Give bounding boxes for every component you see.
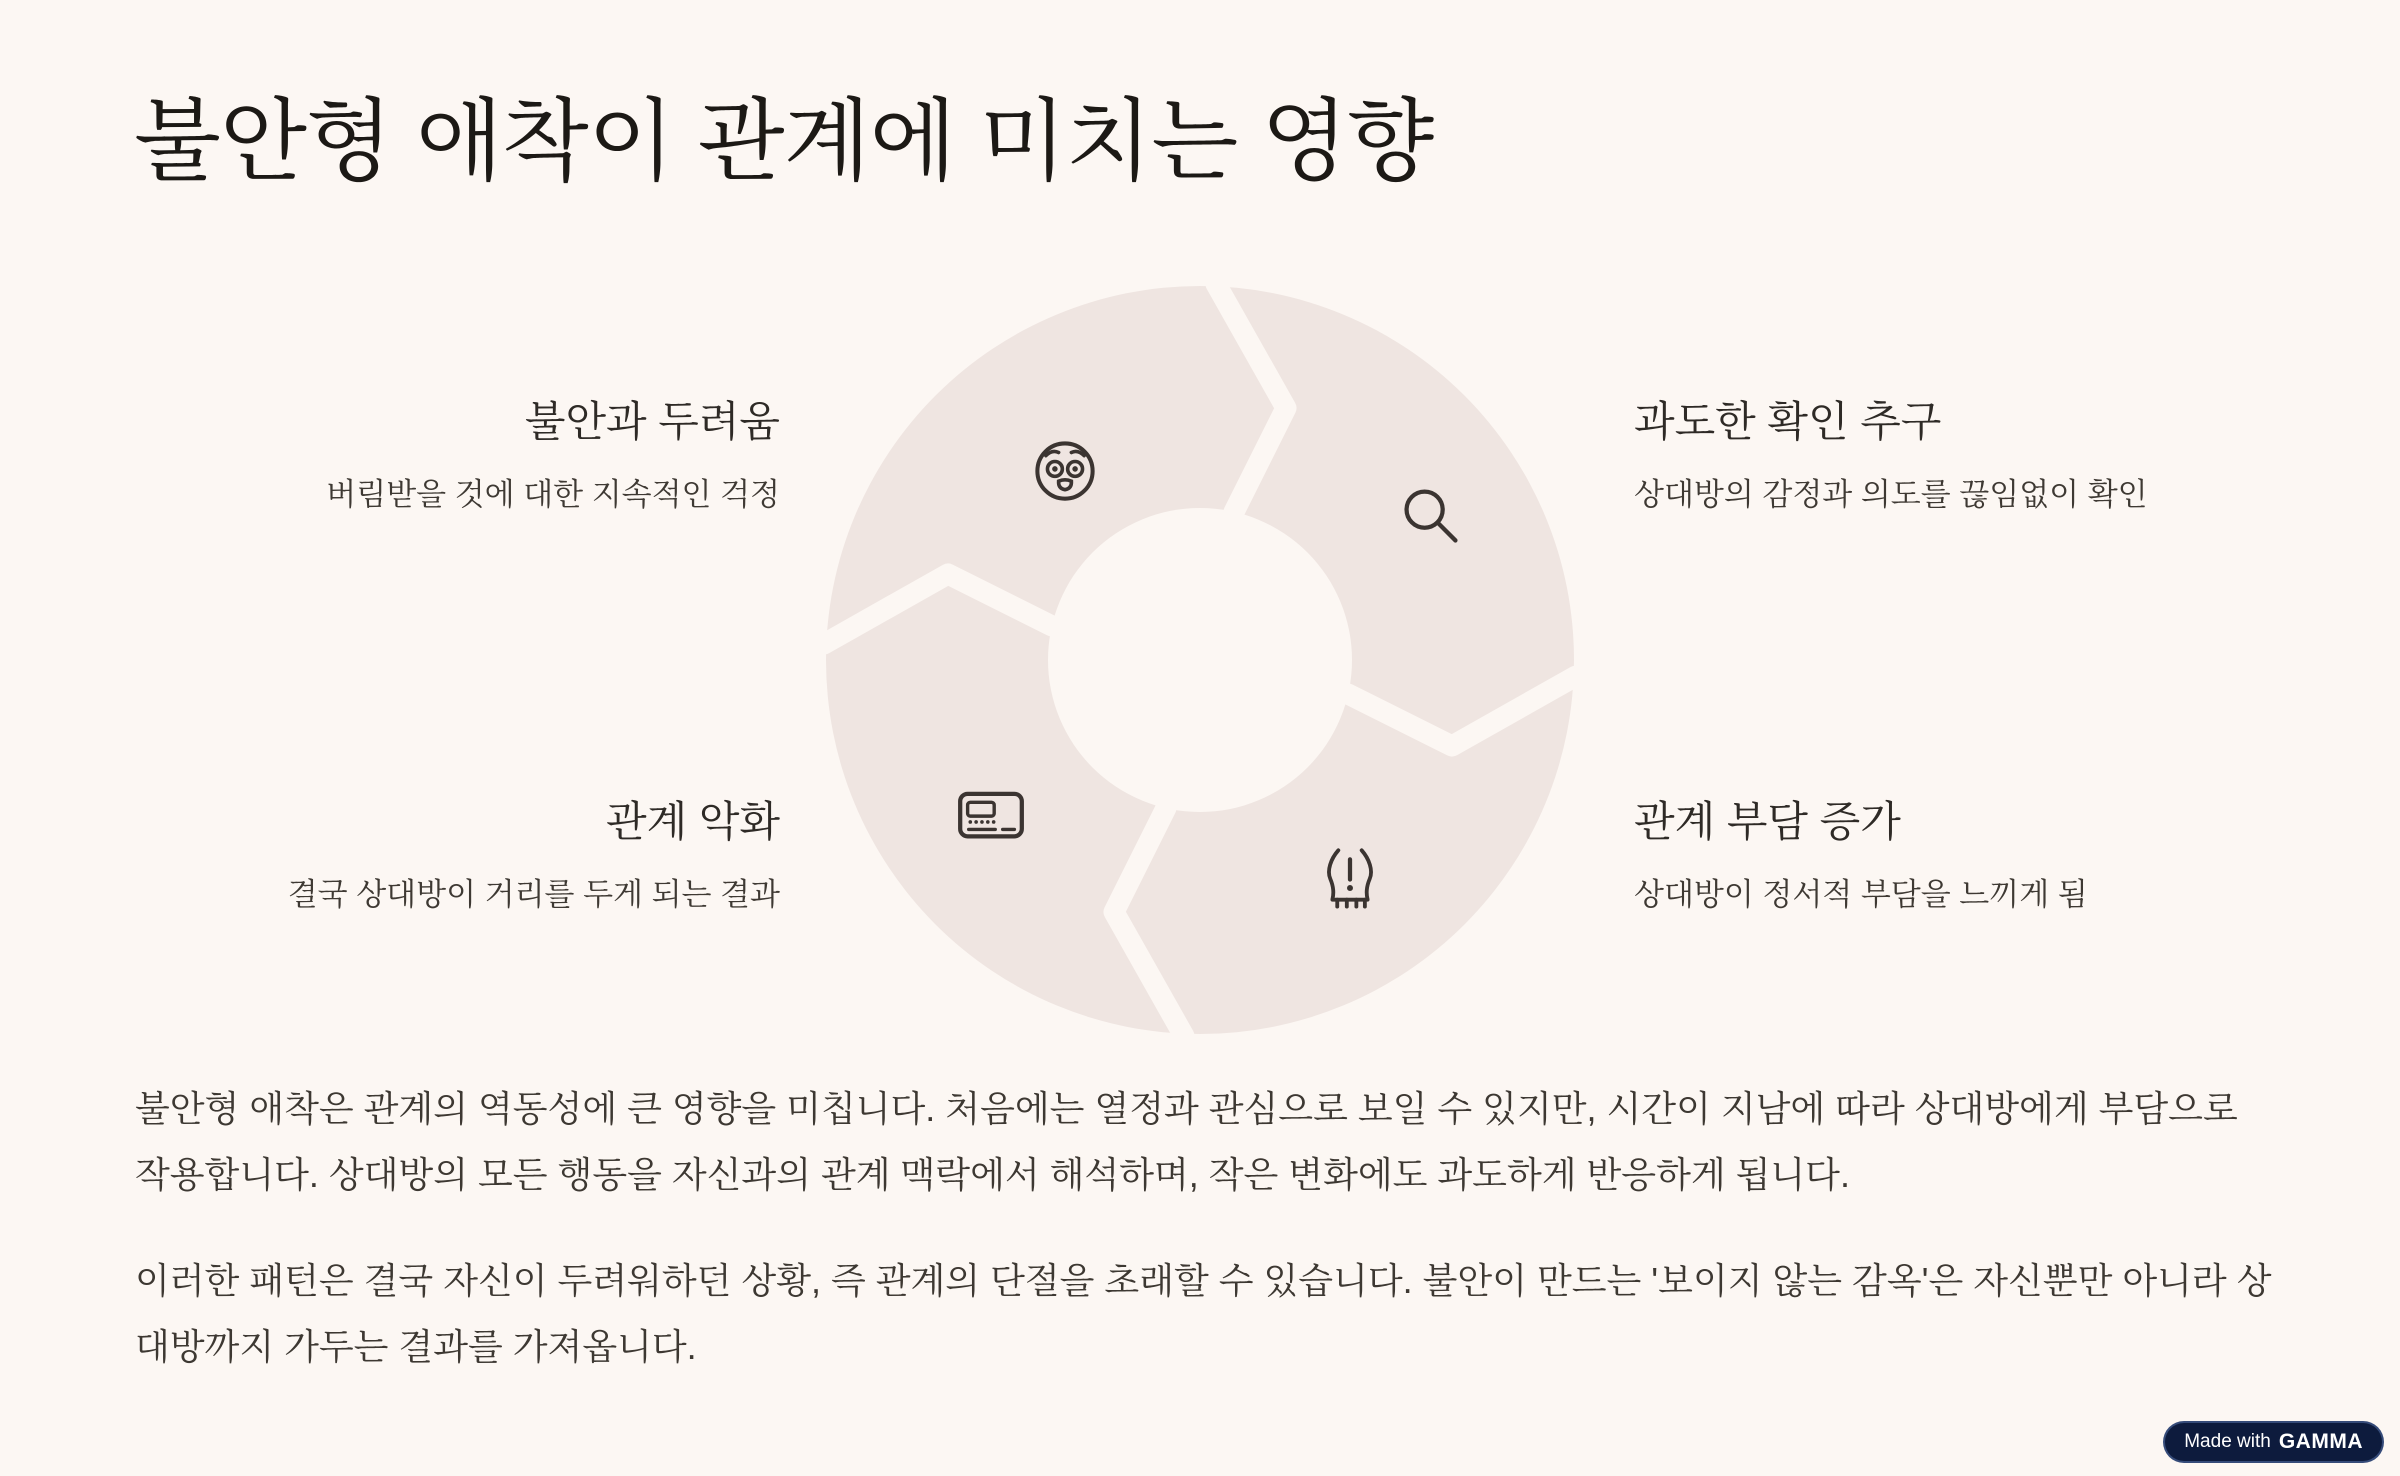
page-title: 불안형 애착이 관계에 미치는 영향	[134, 92, 1434, 192]
cycle-item-heading: 관계 악화	[606, 798, 780, 845]
cycle-ring	[822, 282, 1578, 1038]
badge-prefix-label: Made with	[2184, 1431, 2271, 1452]
made-with-gamma-badge[interactable]	[2163, 1421, 2384, 1463]
cycle-diagram	[822, 282, 1578, 1038]
gamma-logo: GAMMA	[2278, 1430, 2363, 1453]
tire-pressure-icon	[1316, 845, 1384, 913]
anguished-face-icon	[1031, 436, 1099, 504]
body-paragraph-2: 이러한 패턴은 결국 자신이 두려워하던 상황, 즉 관계의 단절을 초래할 수 있습니다. 불안이 만드는 '보이지 않는 감옥'은 자신뿐만 아니라 상대방까지 가두는 결과를 가져옵니다.	[135, 1260, 2272, 1367]
cycle-item-description: 결국 상대방이 거리를 두게 되는 결과	[287, 876, 780, 912]
cycle-label-anxiety-fear	[326, 396, 780, 515]
cycle-item-description: 버림받을 것에 대한 지속적인 걱정	[326, 476, 780, 512]
cycle-item-heading: 과도한 확인 추구	[1634, 398, 1942, 445]
cycle-item-description: 상대방이 정서적 부담을 느끼게 됨	[1634, 876, 2088, 912]
cycle-label-relationship-deterioration	[288, 796, 780, 915]
cycle-item-description: 상대방의 감정과 의도를 끊임없이 확인	[1634, 476, 2148, 512]
cycle-label-excessive-checking	[1634, 396, 2148, 515]
cycle-item-heading: 관계 부담 증가	[1634, 798, 1901, 845]
body-paragraph-1: 불안형 애착은 관계의 역동성에 큰 영향을 미칩니다. 처음에는 열정과 관심으로 보일 수 있지만, 시간이 지남에 따라 상대방에게 부담으로 작용합니다. 상대방의 모든 행동을 자신과의 관계 맥락에서 해석하며, 작은 변화에도 과도하게 반응하게 됩니다.	[135, 1088, 2238, 1195]
cheque-card-icon	[957, 780, 1025, 848]
cycle-label-increased-burden	[1634, 796, 2088, 915]
cycle-item-heading: 불안과 두려움	[524, 398, 780, 445]
magnifying-glass-icon	[1397, 482, 1465, 550]
body-text	[135, 1076, 2275, 1420]
